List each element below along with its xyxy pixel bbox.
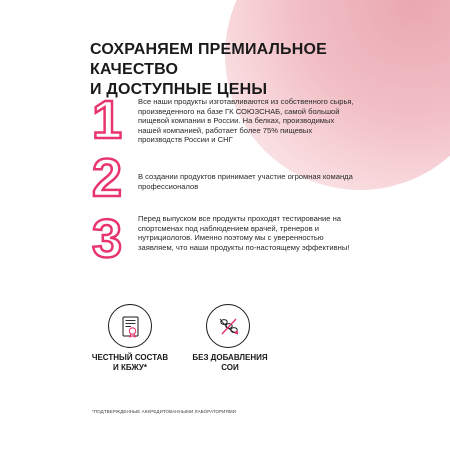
numeral-1: 1 <box>92 90 123 150</box>
no-soy-icon <box>206 304 250 348</box>
feature-label-no-soy: БЕЗ ДОБАВЛЕНИЯ СОИ <box>192 353 268 372</box>
benefit-text-1: Все наши продукты изготавливаются из собственного сырья, произведенного на базе ГК СОЮЗСНАБ, самой большой пищевой компании в России. На белках, производимых нашей компанией, работает более 75% пищевых производств России и СНГ <box>138 97 354 144</box>
footnote: *ПОДТВЕРЖДЕННЫЕ АККРЕДИТОВАННЫМИ ЛАБОРАТОРИЯМИ <box>92 409 237 414</box>
benefit-text-2: В создании продуктов принимает участие огромная команда профессионалов <box>138 172 353 191</box>
title-line-2: И ДОСТУПНЫЕ ЦЕНЫ <box>90 81 268 98</box>
benefit-text-3: Перед выпуском все продукты проходят тестирование на спортсменах под наблюдением врачей, тренеров и нутрициологов. Именно поэтому мы с уверенностью заявляем, что наши продукты по-настоящему эффективны! <box>138 214 350 252</box>
feature-label-honest-composition: ЧЕСТНЫЙ СОСТАВ И КБЖУ* <box>91 353 169 372</box>
title-line-1: СОХРАНЯЕМ ПРЕМИАЛЬНОЕ КАЧЕСТВО <box>90 41 328 78</box>
numeral-3: 3 <box>92 209 123 269</box>
certificate-icon <box>108 304 152 348</box>
numeral-2: 2 <box>92 148 123 208</box>
page-title <box>90 40 380 100</box>
